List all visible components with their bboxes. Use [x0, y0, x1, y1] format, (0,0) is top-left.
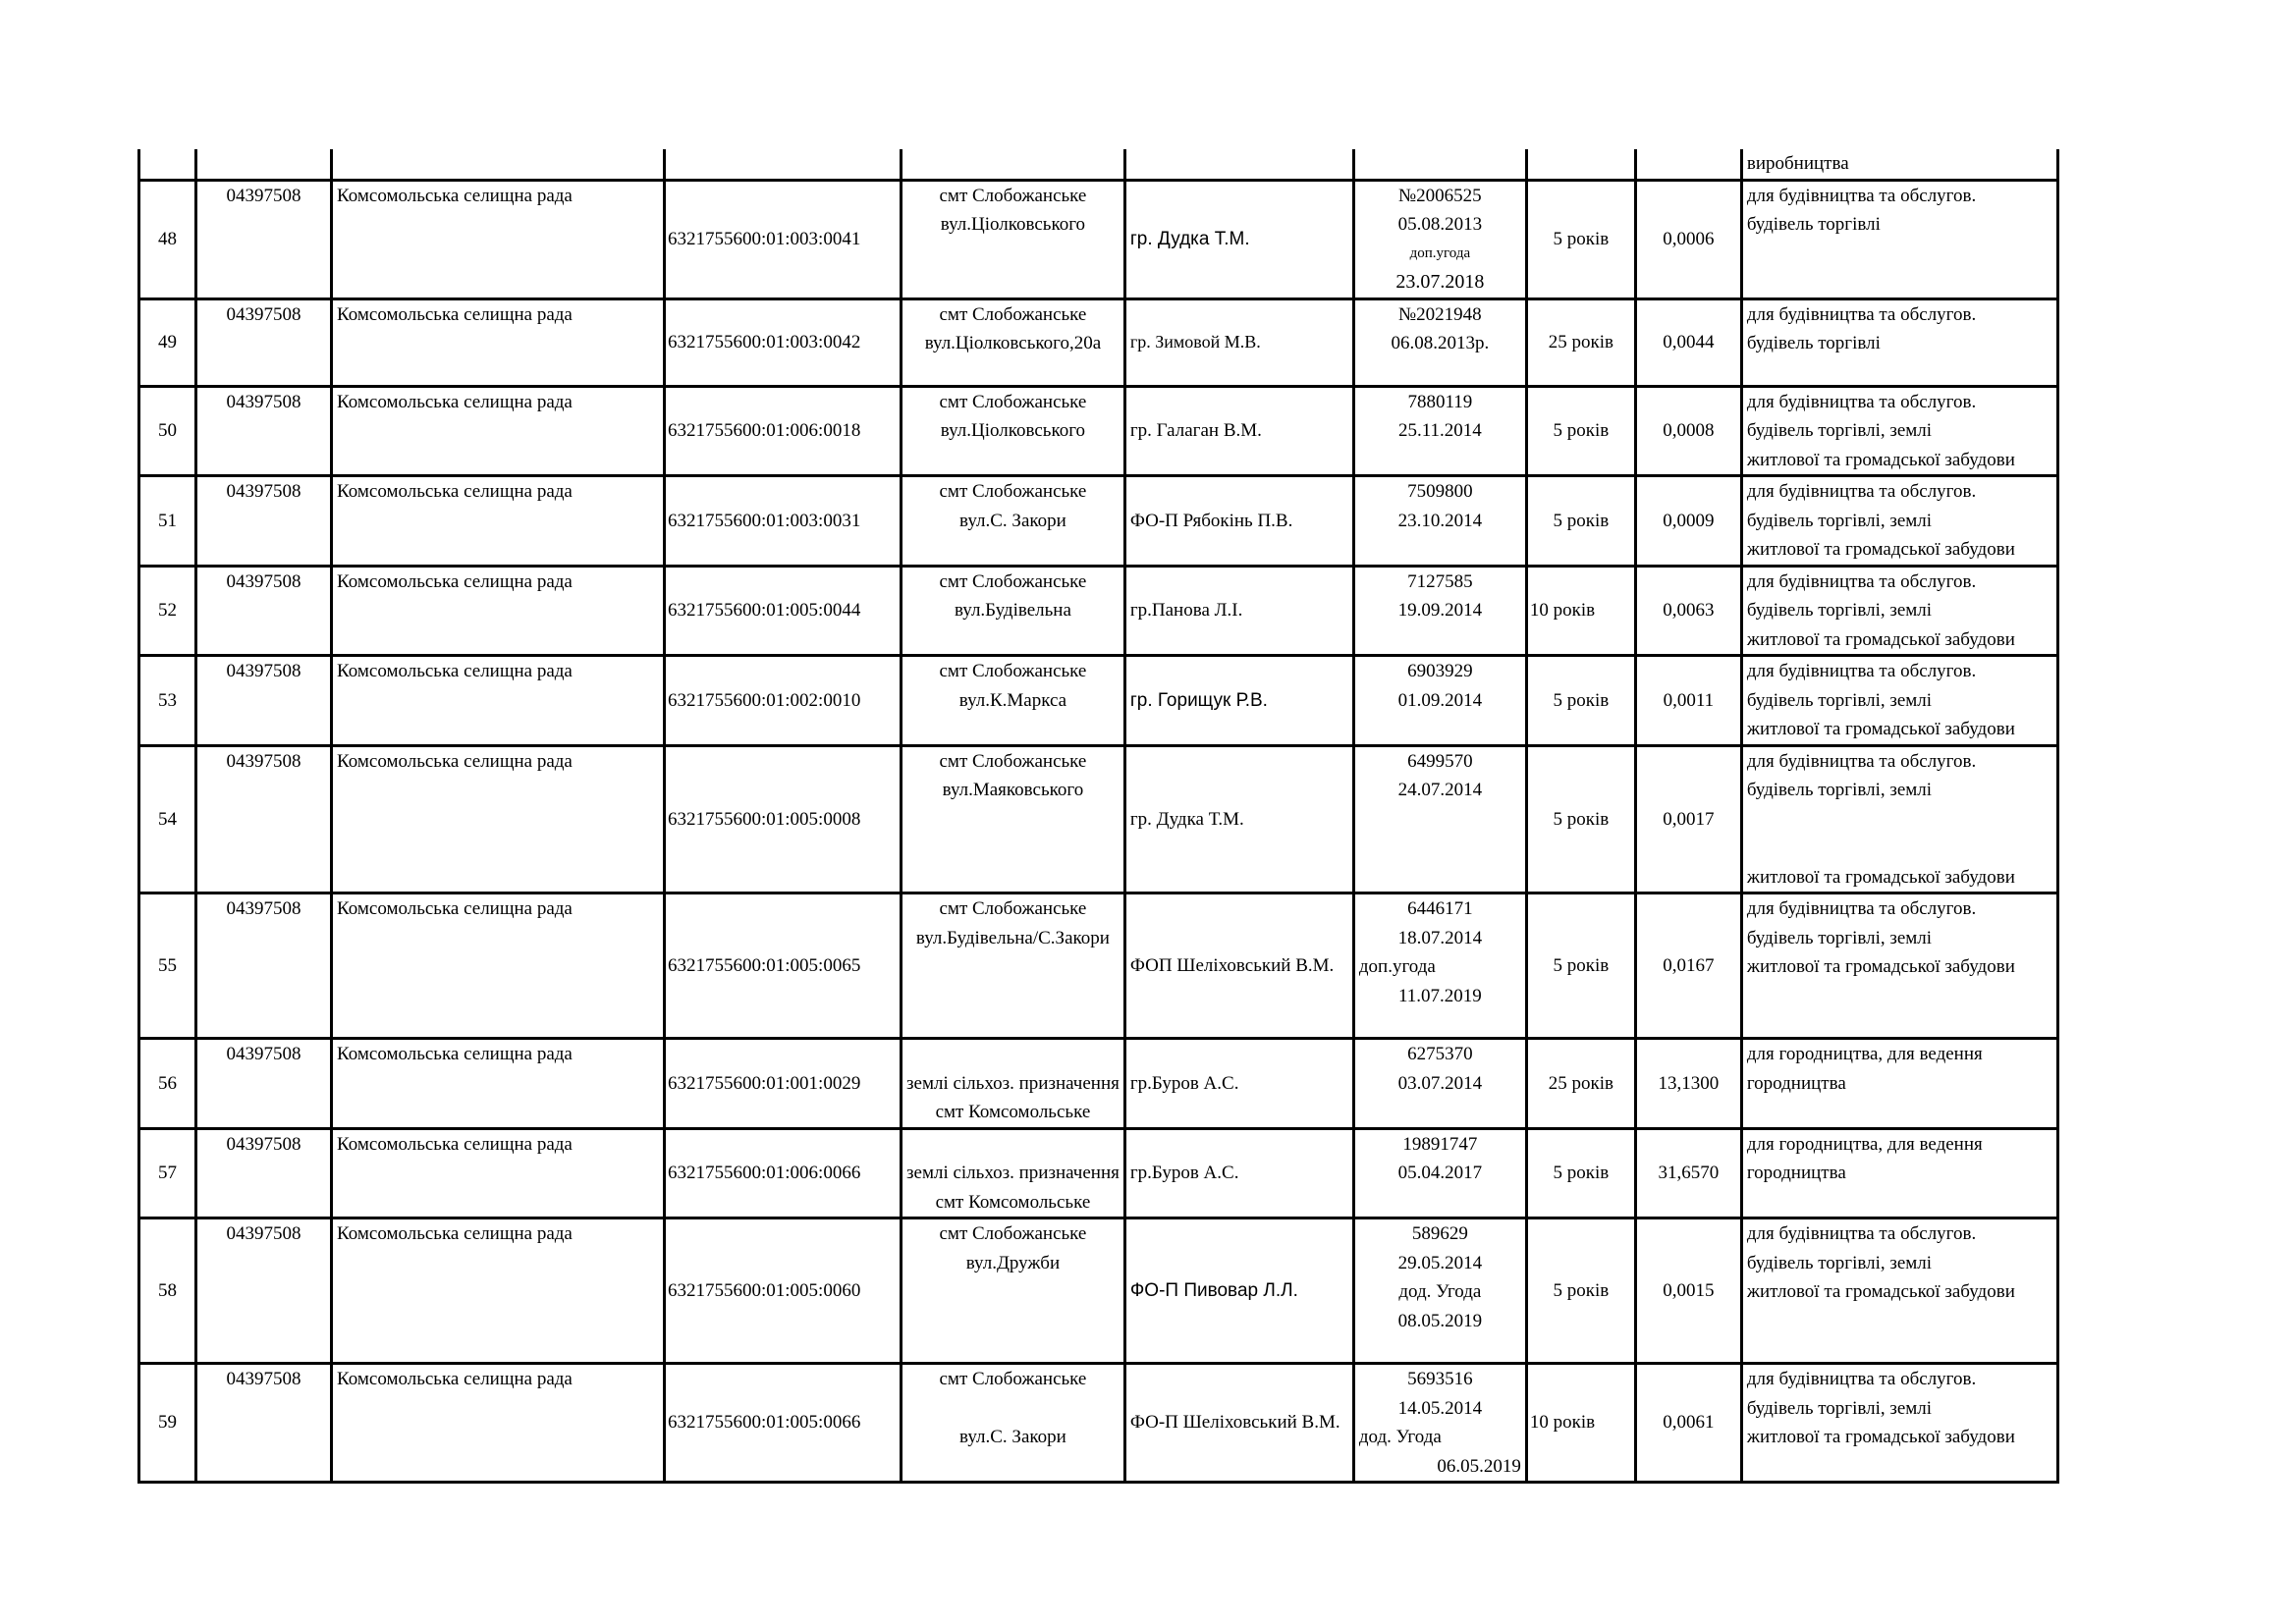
purpose-line: городництва — [1746, 1072, 1846, 1094]
contract-line: 14.05.2014 — [1397, 1397, 1483, 1419]
lease-term: 5 років — [1526, 745, 1635, 893]
address-cell — [902, 1218, 1125, 1364]
council-name: Комсомольська селищна рада — [332, 566, 665, 656]
purpose-line: для будівництва та обслугов. — [1746, 750, 1977, 772]
contract-line: 589629 — [1411, 1223, 1468, 1244]
contract-cell — [1353, 566, 1526, 656]
area-value: 0,0167 — [1635, 893, 1741, 1039]
address-line: вул.К.Маркса — [958, 689, 1067, 711]
tenant-name: гр. Дудка Т.М. — [1124, 745, 1353, 893]
contract-line: 18.07.2014 — [1397, 927, 1483, 948]
address-cell — [902, 656, 1125, 746]
purpose-line: житлової та громадської забудови — [1746, 719, 2015, 739]
tenant-name: гр.Буров А.С. — [1124, 1039, 1353, 1129]
purpose-line: будівель торгівлі, землі — [1746, 927, 1933, 948]
row-number: 51 — [139, 476, 196, 567]
contract-line: 5693516 — [1407, 1369, 1473, 1389]
purpose-cell — [1741, 893, 2057, 1039]
contract-line: №2021948 — [1398, 303, 1482, 325]
address-line: смт Слобожанське — [939, 481, 1087, 502]
area-value: 0,0009 — [1635, 476, 1741, 567]
address-line — [906, 1130, 1120, 1160]
row-number: 58 — [139, 1218, 196, 1364]
contract-cell — [1353, 893, 1526, 1039]
contract-line: 24.07.2014 — [1397, 780, 1483, 800]
cadastral-number: 6321755600:01:005:0044 — [665, 566, 902, 656]
edrpou-code: 04397508 — [196, 745, 332, 893]
address-line: вул.Ціолковського,20а — [924, 333, 1102, 353]
area-value: 0,0061 — [1635, 1364, 1741, 1483]
address-line: смт Слобожанське — [939, 661, 1087, 681]
purpose-line: для будівництва та обслугов. — [1746, 303, 1977, 325]
table-row — [139, 298, 2058, 386]
contract-cell — [1353, 1039, 1526, 1129]
purpose-cell — [1741, 745, 2057, 893]
area-value: 0,0063 — [1635, 566, 1741, 656]
area-value: 0,0015 — [1635, 1218, 1741, 1364]
address-line — [906, 1394, 1120, 1424]
address-cell — [902, 745, 1125, 893]
council-name: Комсомольська селищна рада — [332, 476, 665, 567]
council-name: Комсомольська селищна рада — [332, 386, 665, 476]
purpose-line: будівель торгівлі — [1746, 214, 1881, 235]
contract-cell — [1353, 1218, 1526, 1364]
contract-line: 06.08.2013р. — [1391, 333, 1490, 353]
land-lease-table — [137, 149, 2059, 1484]
address-cell — [902, 386, 1125, 476]
address-line: смт Комсомольське — [935, 1102, 1091, 1122]
contract-cell — [1353, 656, 1526, 746]
contract-line: 7880119 — [1407, 391, 1473, 412]
purpose-line: городництва — [1746, 1163, 1846, 1183]
edrpou-code: 04397508 — [196, 180, 332, 298]
contract-cell — [1353, 1364, 1526, 1483]
tenant-name: гр.Буров А.С. — [1124, 1128, 1353, 1218]
row-number: 54 — [139, 745, 196, 893]
contract-line: 06.05.2019 — [1437, 1455, 1521, 1477]
row-number: 56 — [139, 1039, 196, 1129]
edrpou-code: 04397508 — [196, 1039, 332, 1129]
council-name: Комсомольська селищна рада — [332, 180, 665, 298]
contract-cell — [1353, 180, 1526, 298]
contract-cell — [1353, 745, 1526, 893]
contract-line: 01.09.2014 — [1397, 689, 1483, 711]
lease-term: 10 років — [1526, 566, 1635, 656]
table-row — [139, 1128, 2058, 1218]
cadastral-number: 6321755600:01:006:0018 — [665, 386, 902, 476]
address-cell — [902, 566, 1125, 656]
table-row — [139, 476, 2058, 567]
council-name: Комсомольська селищна рада — [332, 1218, 665, 1364]
edrpou-code: 04397508 — [196, 476, 332, 567]
purpose-line: будівель торгівлі, землі — [1746, 1397, 1933, 1419]
purpose-line: для будівництва та обслугов. — [1746, 185, 1977, 206]
lease-term: 5 років — [1526, 1218, 1635, 1364]
purpose-line: для будівництва та обслугов. — [1746, 1369, 1977, 1389]
contract-cell — [1353, 298, 1526, 386]
area-value: 13,1300 — [1635, 1039, 1741, 1129]
cadastral-number: 6321755600:01:003:0042 — [665, 298, 902, 386]
address-cell — [902, 476, 1125, 567]
contract-line: доп.угода — [1358, 956, 1436, 977]
edrpou-code: 04397508 — [196, 1218, 332, 1364]
contract-line: дод. Угода — [1398, 1281, 1482, 1302]
edrpou-code: 04397508 — [196, 566, 332, 656]
address-cell — [902, 180, 1125, 298]
purpose-line: житлової та громадської забудови — [1746, 866, 2015, 888]
contract-line: 11.07.2019 — [1397, 985, 1482, 1006]
tenant-name: гр. Галаган В.М. — [1124, 386, 1353, 476]
address-line: смт Слобожанське — [939, 303, 1087, 325]
spacer — [1747, 834, 2052, 863]
row-number: 55 — [139, 893, 196, 1039]
tenant-name: ФОП Шеліховський В.М. — [1124, 893, 1353, 1039]
table-row — [139, 1218, 2058, 1364]
contract-line: 19891747 — [1402, 1133, 1478, 1155]
table-row — [139, 745, 2058, 893]
address-line: смт Слобожанське — [939, 750, 1087, 772]
address-line: вул.Ціолковського — [940, 214, 1086, 235]
council-name: Комсомольська селищна рада — [332, 1364, 665, 1483]
cadastral-number: 6321755600:01:006:0066 — [665, 1128, 902, 1218]
table-row — [139, 180, 2058, 298]
contract-line: дод. Угода — [1358, 1427, 1442, 1447]
tenant-name: гр. Дудка Т.М. — [1124, 180, 1353, 298]
purpose-cell — [1741, 180, 2057, 298]
council-name: Комсомольська селищна рада — [332, 298, 665, 386]
address-line: вул.Будівельна — [954, 600, 1071, 621]
purpose-cell — [1741, 1039, 2057, 1129]
purpose-line: житлової та громадської забудови — [1746, 628, 2015, 650]
contract-line: 6275370 — [1407, 1044, 1473, 1064]
cadastral-number: 6321755600:01:005:0008 — [665, 745, 902, 893]
contract-line: №2006525 — [1398, 185, 1482, 206]
council-name: Комсомольська селищна рада — [332, 1128, 665, 1218]
address-line: смт Слобожанське — [939, 570, 1087, 592]
cadastral-number: 6321755600:01:003:0031 — [665, 476, 902, 567]
purpose-line: житлової та громадської забудови — [1746, 1281, 2015, 1302]
cadastral-number: 6321755600:01:003:0041 — [665, 180, 902, 298]
row-number: 52 — [139, 566, 196, 656]
address-cell — [902, 1364, 1125, 1483]
cadastral-number: 6321755600:01:002:0010 — [665, 656, 902, 746]
purpose-line: будівель торгівлі, землі — [1746, 1252, 1933, 1273]
address-line: смт Слобожанське — [939, 1369, 1087, 1389]
tenant-name: гр.Панова Л.І. — [1124, 566, 1353, 656]
contract-line: 05.08.2013 — [1397, 214, 1483, 235]
area-value: 0,0017 — [1635, 745, 1741, 893]
contract-line: доп.угода — [1409, 244, 1471, 261]
purpose-cell — [1741, 298, 2057, 386]
purpose-line: виробництва — [1746, 153, 1849, 174]
tenant-name: ФО-П Пивовар Л.Л. — [1124, 1218, 1353, 1364]
council-name: Комсомольська селищна рада — [332, 745, 665, 893]
contract-line: 7509800 — [1407, 481, 1473, 502]
address-line: землі сільхоз. призначення — [906, 1163, 1120, 1183]
address-cell — [902, 298, 1125, 386]
row-number: 53 — [139, 656, 196, 746]
address-line: вул.С. Закори — [959, 1427, 1066, 1447]
purpose-line: для будівництва та обслугов. — [1746, 1223, 1977, 1244]
area-value: 0,0008 — [1635, 386, 1741, 476]
lease-term: 25 років — [1526, 298, 1635, 386]
address-line: смт Комсомольське — [935, 1191, 1091, 1213]
address-line: вул.Будівельна/С.Закори — [915, 927, 1110, 948]
table-row — [139, 1364, 2058, 1483]
purpose-cell — [1741, 1218, 2057, 1364]
contract-line: 6903929 — [1407, 661, 1473, 681]
edrpou-code: 04397508 — [196, 893, 332, 1039]
address-line: смт Слобожанське — [939, 391, 1087, 412]
continuation-row — [139, 149, 2058, 180]
address-line: смт Слобожанське — [939, 185, 1087, 206]
address-line: вул.Маяковського — [942, 780, 1084, 800]
cadastral-number: 6321755600:01:005:0066 — [665, 1364, 902, 1483]
row-number: 50 — [139, 386, 196, 476]
table-row — [139, 1039, 2058, 1129]
purpose-line: житлової та громадської забудови — [1746, 956, 2015, 977]
council-name: Комсомольська селищна рада — [332, 1039, 665, 1129]
cadastral-number: 6321755600:01:001:0029 — [665, 1039, 902, 1129]
edrpou-code: 04397508 — [196, 1364, 332, 1483]
contract-line: 23.07.2018 — [1395, 271, 1485, 293]
purpose-line: будівель торгівлі — [1746, 333, 1881, 353]
address-line: вул.Ціолковського — [940, 420, 1086, 441]
contract-line: 6446171 — [1407, 898, 1473, 919]
edrpou-code: 04397508 — [196, 298, 332, 386]
purpose-line: для городництва, для ведення — [1746, 1044, 1983, 1064]
lease-term: 5 років — [1526, 476, 1635, 567]
purpose-line: будівель торгівлі, землі — [1746, 600, 1933, 621]
contract-line: 29.05.2014 — [1397, 1252, 1483, 1273]
cadastral-number: 6321755600:01:005:0065 — [665, 893, 902, 1039]
row-number: 57 — [139, 1128, 196, 1218]
contract-line: 7127585 — [1407, 570, 1473, 592]
row-number: 48 — [139, 180, 196, 298]
edrpou-code: 04397508 — [196, 386, 332, 476]
contract-cell — [1353, 386, 1526, 476]
tenant-name: ФО-П Шеліховський В.М. — [1124, 1364, 1353, 1483]
purpose-cell — [1741, 149, 2057, 180]
address-line — [906, 1040, 1120, 1069]
tenant-name: гр. Горищук Р.В. — [1124, 656, 1353, 746]
council-name: Комсомольська селищна рада — [332, 656, 665, 746]
address-line: смт Слобожанське — [939, 1223, 1087, 1244]
purpose-line: для будівництва та обслугов. — [1746, 661, 1977, 681]
table-row — [139, 386, 2058, 476]
council-name: Комсомольська селищна рада — [332, 893, 665, 1039]
purpose-line: будівель торгівлі, землі — [1746, 420, 1933, 441]
address-cell — [902, 1128, 1125, 1218]
purpose-line: для будівництва та обслугов. — [1746, 391, 1977, 412]
area-value: 31,6570 — [1635, 1128, 1741, 1218]
edrpou-code: 04397508 — [196, 656, 332, 746]
address-line: землі сільхоз. призначення — [906, 1072, 1120, 1094]
contract-line: 6499570 — [1407, 750, 1473, 772]
table-row — [139, 656, 2058, 746]
row-number: 49 — [139, 298, 196, 386]
purpose-line: для городництва, для ведення — [1746, 1133, 1983, 1155]
purpose-cell — [1741, 566, 2057, 656]
purpose-line: житлової та громадської забудови — [1746, 539, 2015, 560]
purpose-cell — [1741, 1128, 2057, 1218]
purpose-cell — [1741, 1364, 2057, 1483]
lease-term: 25 років — [1526, 1039, 1635, 1129]
address-line: вул.С. Закори — [959, 510, 1066, 531]
cadastral-number: 6321755600:01:005:0060 — [665, 1218, 902, 1364]
contract-line: 08.05.2019 — [1397, 1310, 1483, 1331]
address-cell — [902, 1039, 1125, 1129]
purpose-line: будівель торгівлі, землі — [1746, 780, 1933, 800]
purpose-cell — [1741, 386, 2057, 476]
contract-cell — [1353, 1128, 1526, 1218]
area-value: 0,0044 — [1635, 298, 1741, 386]
purpose-line: для будівництва та обслугов. — [1746, 481, 1977, 502]
area-value: 0,0006 — [1635, 180, 1741, 298]
purpose-line: будівель торгівлі, землі — [1746, 689, 1933, 711]
tenant-name: ФО-П Рябокінь П.В. — [1124, 476, 1353, 567]
contract-line: 05.04.2017 — [1397, 1163, 1483, 1183]
purpose-line: житлової та громадської забудови — [1746, 449, 2015, 470]
edrpou-code: 04397508 — [196, 1128, 332, 1218]
lease-term: 5 років — [1526, 1128, 1635, 1218]
purpose-line: будівель торгівлі, землі — [1746, 510, 1933, 531]
row-number: 59 — [139, 1364, 196, 1483]
table-row — [139, 893, 2058, 1039]
table-row — [139, 566, 2058, 656]
area-value: 0,0011 — [1635, 656, 1741, 746]
lease-term: 5 років — [1526, 656, 1635, 746]
lease-term: 10 років — [1526, 1364, 1635, 1483]
contract-line: 03.07.2014 — [1397, 1072, 1483, 1094]
purpose-cell — [1741, 656, 2057, 746]
purpose-line: для будівництва та обслугов. — [1746, 898, 1977, 919]
contract-line: 19.09.2014 — [1397, 600, 1483, 621]
purpose-line: для будівництва та обслугов. — [1746, 570, 1977, 592]
lease-term: 5 років — [1526, 386, 1635, 476]
address-line: вул.Дружби — [965, 1252, 1061, 1273]
contract-line: 25.11.2014 — [1397, 420, 1482, 441]
spacer — [1747, 805, 2052, 835]
address-cell — [902, 893, 1125, 1039]
contract-line: 23.10.2014 — [1397, 510, 1483, 531]
tenant-name: гр. Зимовой М.В. — [1124, 298, 1353, 386]
lease-term: 5 років — [1526, 893, 1635, 1039]
purpose-line: житлової та громадської забудови — [1746, 1427, 2015, 1447]
purpose-cell — [1741, 476, 2057, 567]
lease-term: 5 років — [1526, 180, 1635, 298]
address-line: смт Слобожанське — [939, 898, 1087, 919]
contract-cell — [1353, 476, 1526, 567]
